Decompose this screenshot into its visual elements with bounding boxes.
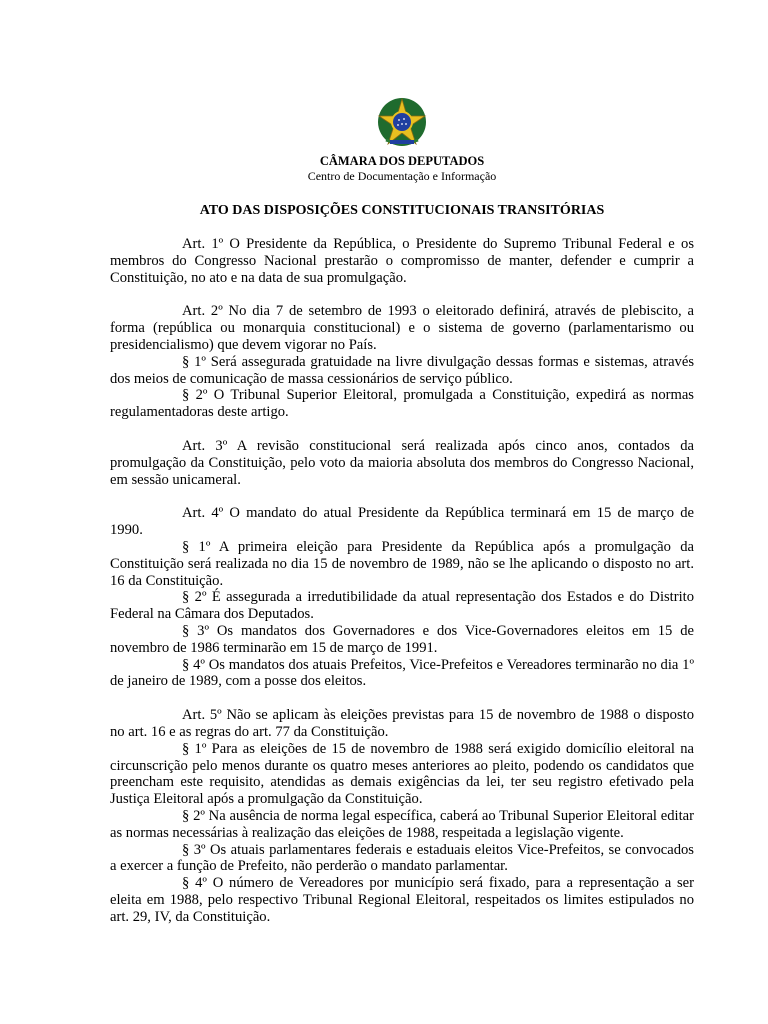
spacer	[110, 690, 694, 707]
article-4-paragraph-4: § 4º Os mandatos dos atuais Prefeitos, Vice-Prefeitos e Vereadores terminarão no dia 1º de janeiro de 1989, com a posse dos eleitos.	[110, 656, 694, 690]
article-5-paragraph-2: § 2º Na ausência de norma legal específica, caberá ao Tribunal Superior Eleitoral editar as normas necessárias à realização das eleições de 1988, respeitada a legislação vigente.	[110, 807, 694, 841]
article-5: Art. 5º Não se aplicam às eleições previstas para 15 de novembro de 1988 o disposto no art. 16 e as regras do art. 77 da Constituição.	[110, 707, 694, 740]
article-3: Art. 3º A revisão constitucional será realizada após cinco anos, contados da promulgação da Constituição, pelo voto da maioria absoluta dos membros do Congresso Nacional, em sessão unicameral.	[110, 437, 694, 488]
article-4-paragraph-1: § 1º A primeira eleição para Presidente da República após a promulgação da Constituição será realizada no dia 15 de novembro de 1989, não se lhe aplicando o disposto no art. 16 da Constituição.	[110, 538, 694, 589]
document-title: ATO DAS DISPOSIÇÕES CONSTITUCIONAIS TRANSITÓRIAS	[199, 203, 605, 218]
article-5-paragraph-3: § 3º Os atuais parlamentares federais e estaduais eleitos Vice-Prefeitos, se convocados a exercer a função de Prefeito, não perderão o mandato parlamentar.	[110, 841, 694, 875]
institution-name: CÂMARA DOS DEPUTADOS	[319, 154, 485, 168]
spacer	[110, 421, 694, 438]
article-2-paragraph-2: § 2º O Tribunal Superior Eleitoral, promulgada a Constituição, expedirá as normas regulamentadoras deste artigo.	[110, 387, 694, 421]
spacer	[110, 488, 694, 505]
article-4-paragraph-2: § 2º É assegurada a irredutibilidade da atual representação dos Estados e do Distrito Federal na Câmara dos Deputados.	[110, 589, 694, 623]
article-2-paragraph-1: § 1º Será assegurada gratuidade na livre divulgação dessas formas e sistemas, através dos meios de comunicação de massa cessionários de serviço público.	[110, 353, 694, 387]
article-5-paragraph-1: § 1º Para as eleições de 15 de novembro de 1988 será exigido domicílio eleitoral na circunscrição pelo menos durante os quatro meses anteriores ao pleito, podendo os candidatos que preencham este requisito, atendidas as demais exigências da lei, ter seu registro efetivado pela Justiça Eleitoral após a promulgação da Constituição.	[110, 740, 694, 808]
coat-of-arms-icon	[376, 96, 428, 148]
article-4-paragraph-3: § 3º Os mandatos dos Governadores e dos Vice-Governadores eleitos em 15 de novembro de 1986 terminarão em 15 de março de 1991.	[110, 622, 694, 656]
document-page	[110, 96, 694, 925]
article-2: Art. 2º No dia 7 de setembro de 1993 o eleitorado definirá, através de plebiscito, a forma (república ou monarquia constitucional) e o sistema de governo (parlamentarismo ou presidencialismo) que devem vigorar no País.	[110, 303, 694, 353]
article-4: Art. 4º O mandato do atual Presidente da República terminará em 15 de março de 1990.	[110, 505, 694, 539]
department-name: Centro de Documentação e Informação	[307, 169, 497, 183]
institution-header	[110, 154, 694, 183]
article-5-paragraph-4: § 4º O número de Vereadores por município será fixado, para a representação a ser eleita em 1988, pelo respectivo Tribunal Regional Eleitoral, respeitados os limites estipulados no art. 29, IV, da Constituição.	[110, 875, 694, 925]
article-1: Art. 1º O Presidente da República, o Presidente do Supremo Tribunal Federal e os membros do Congresso Nacional prestarão o compromisso de manter, defender e cumprir a Constituição, no ato e na data de sua promulgação.	[110, 236, 694, 286]
spacer	[110, 286, 694, 303]
